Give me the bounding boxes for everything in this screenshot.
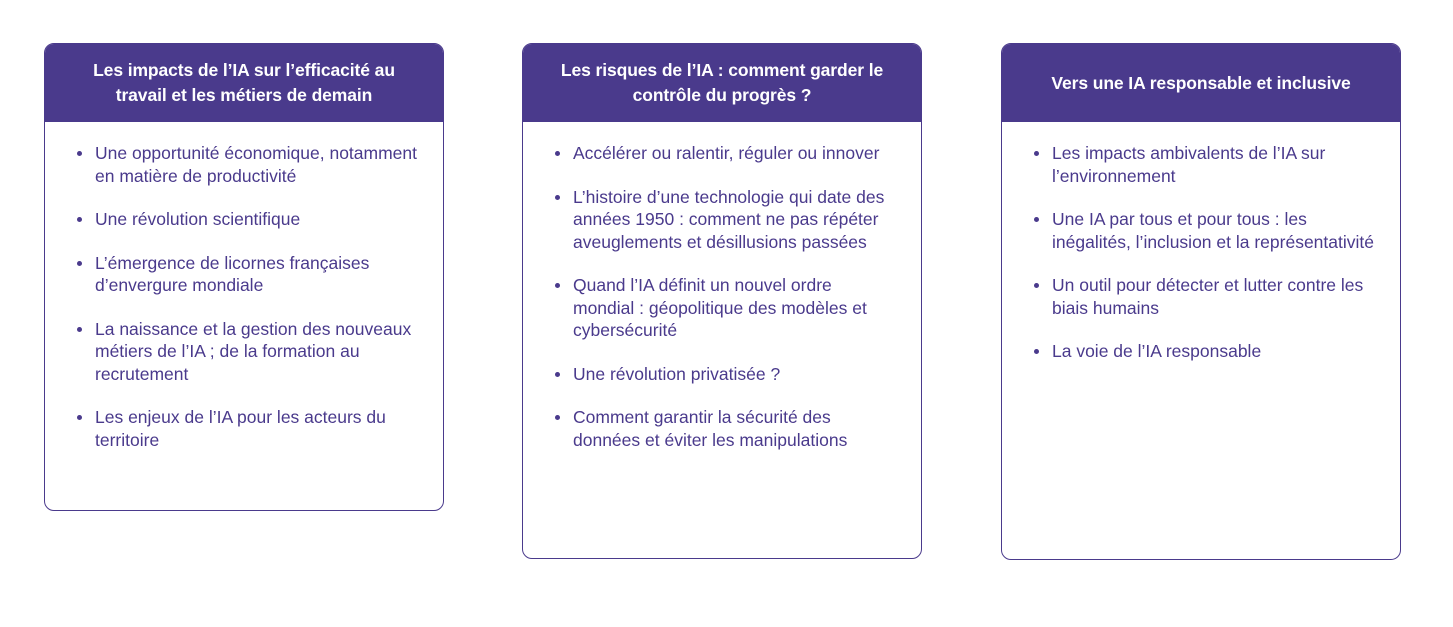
- card-title: Les impacts de l’IA sur l’efficacité au travail et les métiers de demain: [93, 60, 395, 105]
- list-item: [77, 208, 419, 231]
- list-item-text: Une révolution scientifique: [95, 209, 301, 229]
- list-item: [1034, 274, 1376, 319]
- list-item-text: Quand l’IA définit un nouvel ordre mondial : géopolitique des modèles et cybersécurité: [573, 275, 867, 340]
- bullet-icon: [555, 415, 560, 420]
- list-item-text: La naissance et la gestion des nouveaux métiers de l’IA ; de la formation au recrutement: [95, 318, 412, 384]
- bullet-icon: [1034, 283, 1039, 288]
- bullet-icon: [1034, 349, 1039, 354]
- list-item: [1034, 340, 1376, 363]
- list-item: [1034, 208, 1376, 253]
- card-title: Les risques de l’IA : comment garder le contrôle du progrès ?: [560, 60, 884, 105]
- list-item: [555, 142, 897, 165]
- list-item-text: La voie de l’IA responsable: [1052, 341, 1262, 361]
- list-item: [77, 406, 419, 451]
- topic-card-efficiency: [44, 43, 444, 511]
- list-item-text: L’histoire d’une technologie qui date des années 1950 : comment ne pas répéter aveuglements et désillusions passées: [573, 186, 885, 252]
- bullet-icon: [555, 195, 560, 200]
- bullet-icon: [77, 415, 82, 420]
- list-item: [555, 186, 897, 254]
- bullet-icon: [555, 151, 560, 156]
- list-item-text: Comment garantir la sécurité des données et éviter les manipulations: [573, 407, 848, 450]
- list-item: [77, 252, 419, 297]
- list-item-text: Accélérer ou ralentir, réguler ou innover: [573, 143, 880, 163]
- list-item-text: Les impacts ambivalents de l’IA sur l’environnement: [1052, 143, 1326, 186]
- topic-list: [1002, 122, 1400, 363]
- list-item: [1034, 142, 1376, 187]
- list-item-text: Un outil pour détecter et lutter contre les biais humains: [1052, 275, 1364, 318]
- list-item: [555, 406, 897, 451]
- list-item-text: Une révolution privatisée ?: [573, 363, 781, 384]
- topic-list: [523, 122, 921, 451]
- topic-list: [45, 122, 443, 451]
- bullet-icon: [77, 217, 82, 222]
- card-title: Vers une IA responsable et inclusive: [1051, 72, 1351, 93]
- card-header: [45, 44, 443, 122]
- list-item: [77, 318, 419, 386]
- list-item: [555, 363, 897, 386]
- bullet-icon: [1034, 151, 1039, 156]
- list-item-text: Les enjeux de l’IA pour les acteurs du territoire: [95, 407, 386, 450]
- list-item-text: Une IA par tous et pour tous : les inégalités, l’inclusion et la représentativité: [1052, 209, 1374, 252]
- list-item-text: L’émergence de licornes françaises d’envergure mondiale: [95, 252, 370, 295]
- bullet-icon: [555, 283, 560, 288]
- list-item: [77, 142, 419, 187]
- topic-card-risks: [522, 43, 922, 559]
- topic-card-responsible-ai: [1001, 43, 1401, 560]
- card-header: [523, 44, 921, 122]
- bullet-icon: [555, 372, 560, 377]
- list-item-text: Une opportunité économique, notamment en matière de productivité: [95, 143, 418, 186]
- bullet-icon: [1034, 217, 1039, 222]
- list-item: [555, 274, 897, 342]
- bullet-icon: [77, 327, 82, 332]
- card-header: [1002, 44, 1400, 122]
- bullet-icon: [77, 151, 82, 156]
- bullet-icon: [77, 261, 82, 266]
